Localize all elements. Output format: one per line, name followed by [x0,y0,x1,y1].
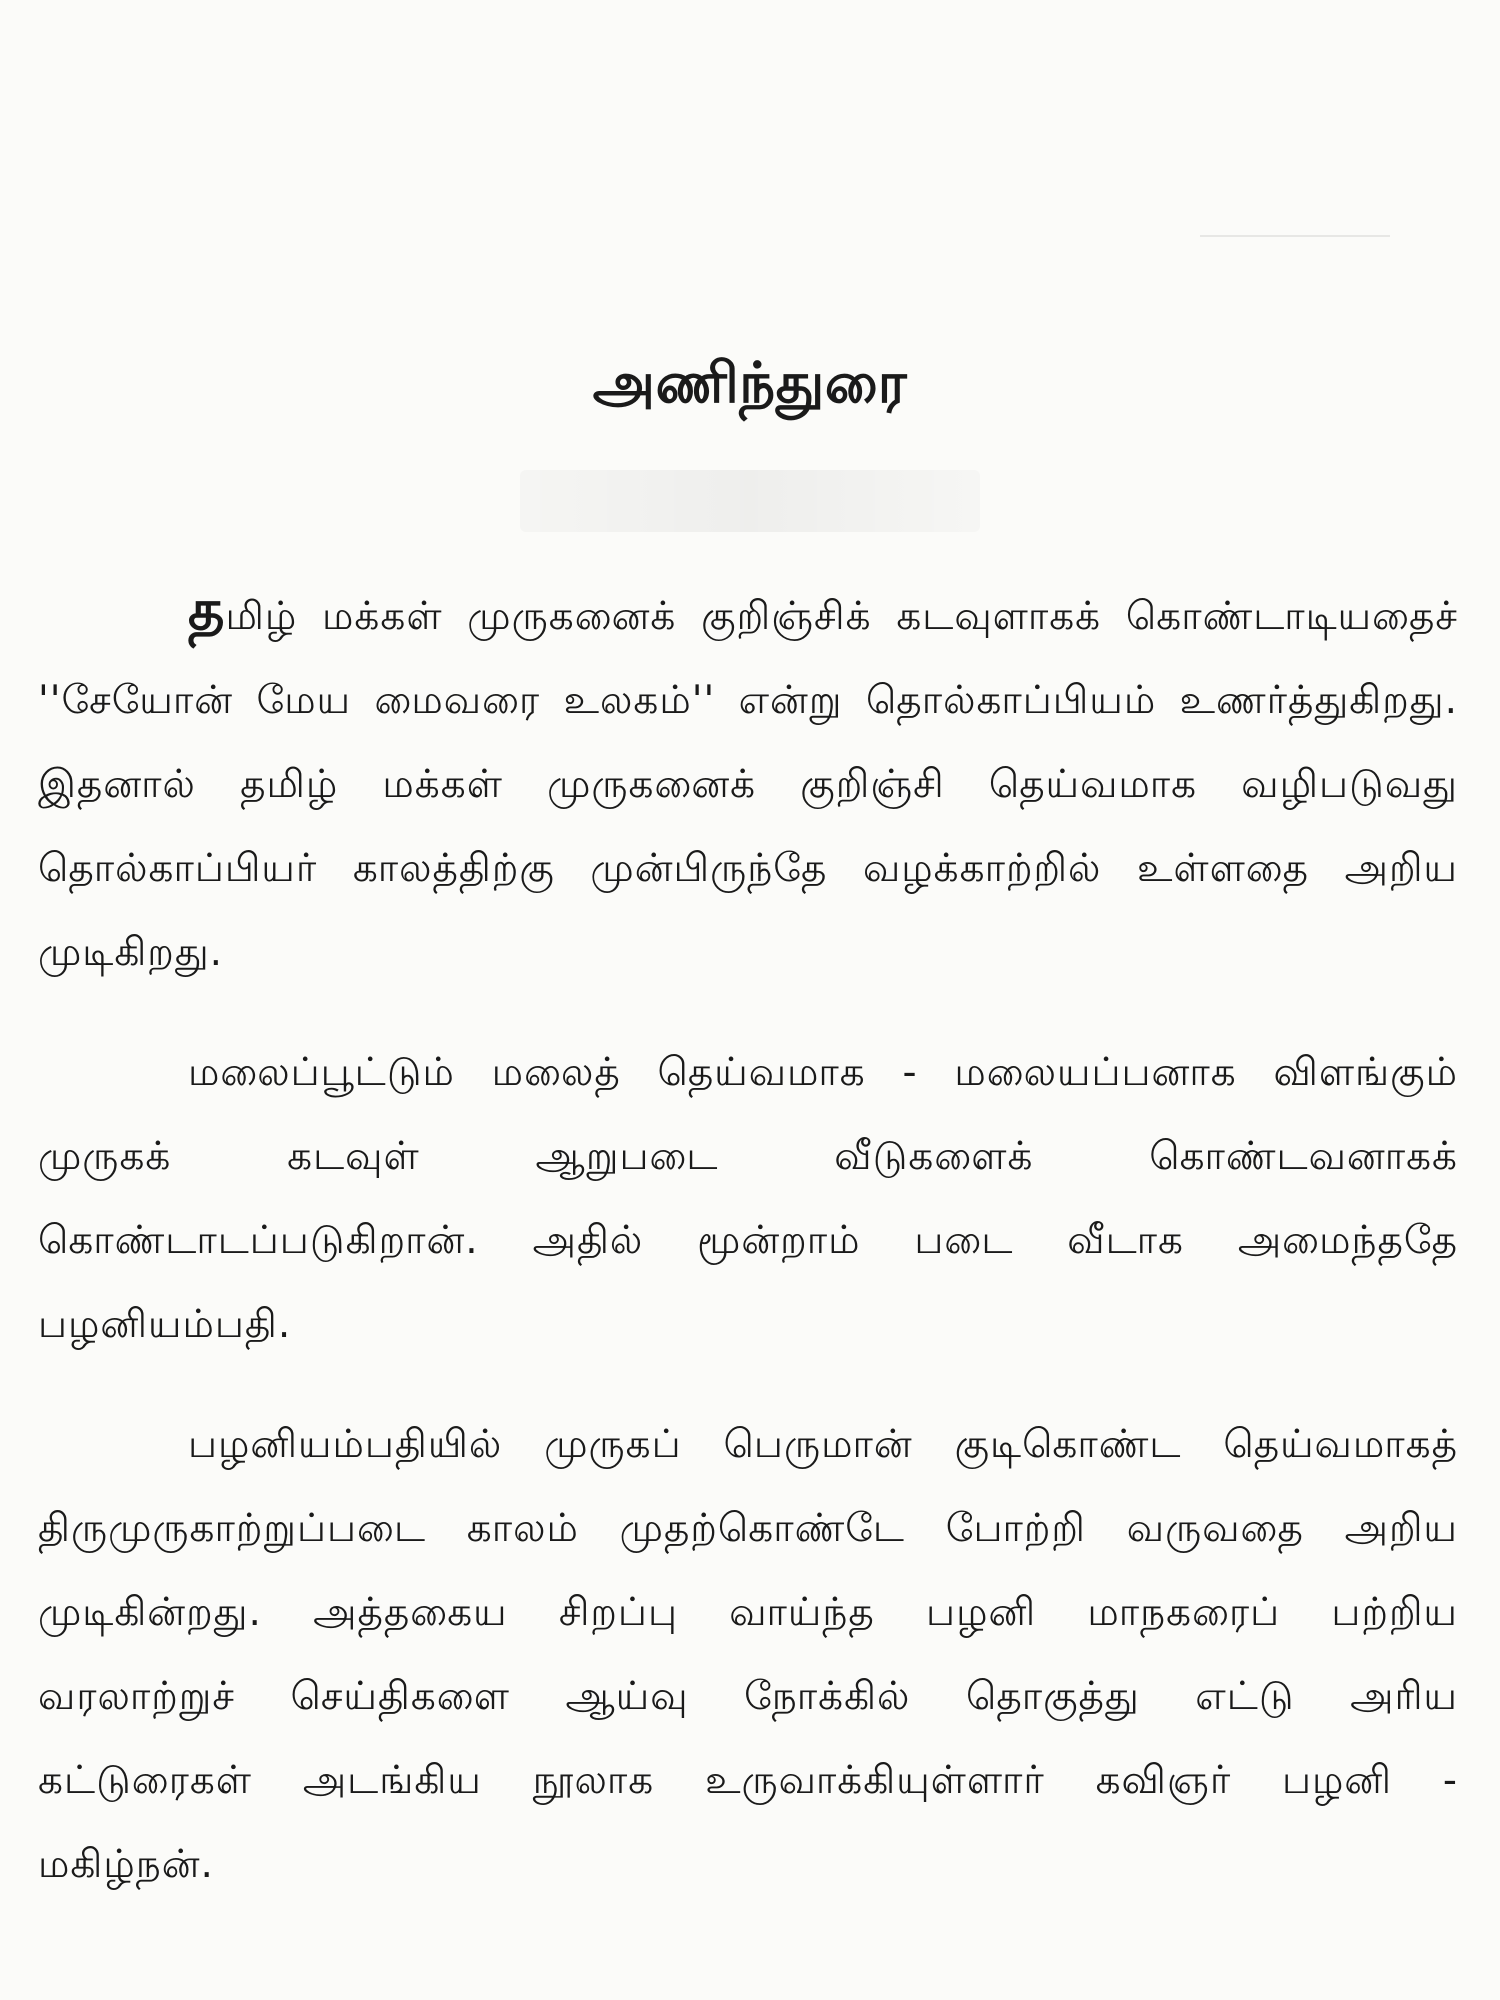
paragraph-2: மலைப்பூட்டும் மலைத் தெய்வமாக - மலையப்பனாக விளங்கும் முருகக் கடவுள் ஆறுபடை வீடுகளைக் கொண்டவனாகக் கொண்டாடப்படுகிறான். அதில் மூன்றாம் படை வீடாக அமைந்ததே பழனியம்பதி. [38,1050,1458,1347]
page-title: அணிந்துரை [592,351,908,416]
faint-rule [1200,235,1390,237]
lead-letter: த [188,578,226,643]
paragraph-3: பழனியம்பதியில் முருகப் பெருமான் குடிகொண்ட தெய்வமாகத் திருமுருகாற்றுப்படை காலம் முதற்கொண்டே போற்றி வருவதை அறிய முடிகின்றது. அத்தகைய சிறப்பு வாய்ந்த பழனி மாநகரைப் பற்றிய வரலாற்றுச் செய்திகளை ஆய்வு நோக்கில் தொகுத்து எட்டு அரிய கட்டுரைகள் அடங்கிய நூலாக உருவாக்கியுள்ளார் கவிஞர் பழனி - மகிழ்நன். [38,1422,1458,1887]
paragraph-1-text: மிழ் மக்கள் முருகனைக் குறிஞ்சிக் கடவுளாகக் கொண்டாடியதைச் ''சேயோன் மேய மைவரை உலகம்'' என்று தொல்காப்பியம் உணர்த்துகிறது. இதனால் தமிழ் மக்கள் முருகனைக் குறிஞ்சி தெய்வமாக வழிபடுவது தொல்காப்பியர் காலத்திற்கு முன்பிருந்தே வழக்காற்றில் உள்ளதை அறிய முடிகிறது. [38,594,1458,975]
bleed-through-heading [520,470,980,532]
foreword-body [38,575,1458,1943]
paragraph-1 [38,575,1458,995]
